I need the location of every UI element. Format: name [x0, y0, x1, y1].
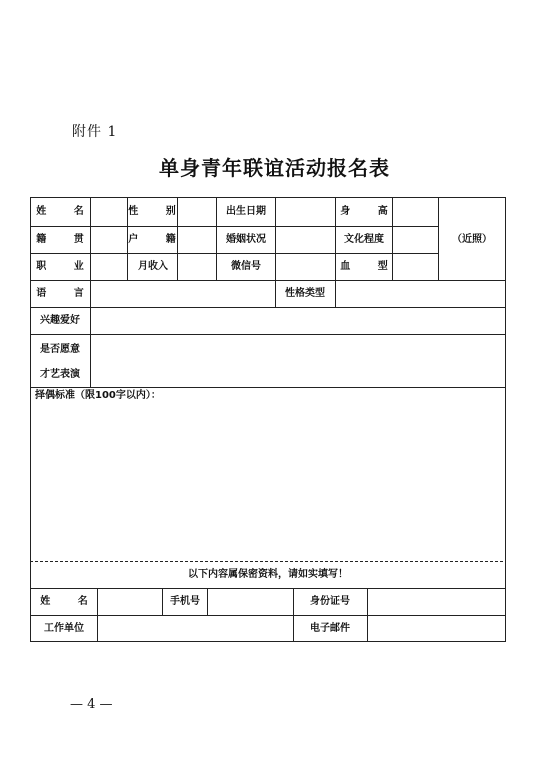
label-income: 月收入 — [138, 261, 168, 272]
label-partner-criteria: 择偶标准（限100字以内）： — [35, 390, 161, 401]
label-occupation: 职 业 — [36, 261, 96, 272]
label-phone: 手机号 — [170, 596, 200, 607]
label-email: 电子邮件 — [310, 623, 350, 634]
label-name: 姓 名 — [36, 206, 96, 217]
page-number: — 4 — — [70, 697, 113, 712]
label-marital-status: 婚姻状况 — [226, 234, 266, 245]
label-talent: 才艺表演 — [40, 369, 80, 380]
label-hobbies: 兴趣爱好 — [40, 315, 80, 326]
attachment-label: 附件 1 — [72, 124, 118, 140]
label-household: 户 籍 — [128, 234, 188, 245]
label-height: 身 高 — [340, 206, 400, 217]
label-employer: 工作单位 — [44, 623, 84, 634]
label-native-place: 籍 贯 — [36, 234, 96, 245]
label-willing: 是否愿意 — [40, 344, 80, 355]
registration-form-table — [30, 197, 506, 642]
label-personality: 性格类型 — [285, 288, 325, 299]
label-blood-type: 血 型 — [340, 261, 400, 272]
label-birthdate: 出生日期 — [226, 206, 266, 217]
label-wechat: 微信号 — [231, 261, 261, 272]
label-private-name: 姓 名 — [40, 596, 100, 607]
label-id-card: 身份证号 — [310, 596, 350, 607]
label-photo: （近照） — [452, 234, 492, 245]
label-language: 语 言 — [36, 288, 96, 299]
privacy-note: 以下内容属保密资料，请如实填写！ — [188, 569, 348, 580]
label-education: 文化程度 — [344, 234, 384, 245]
label-gender: 性 别 — [128, 206, 188, 217]
form-title: 单身青年联谊活动报名表 — [159, 156, 390, 180]
